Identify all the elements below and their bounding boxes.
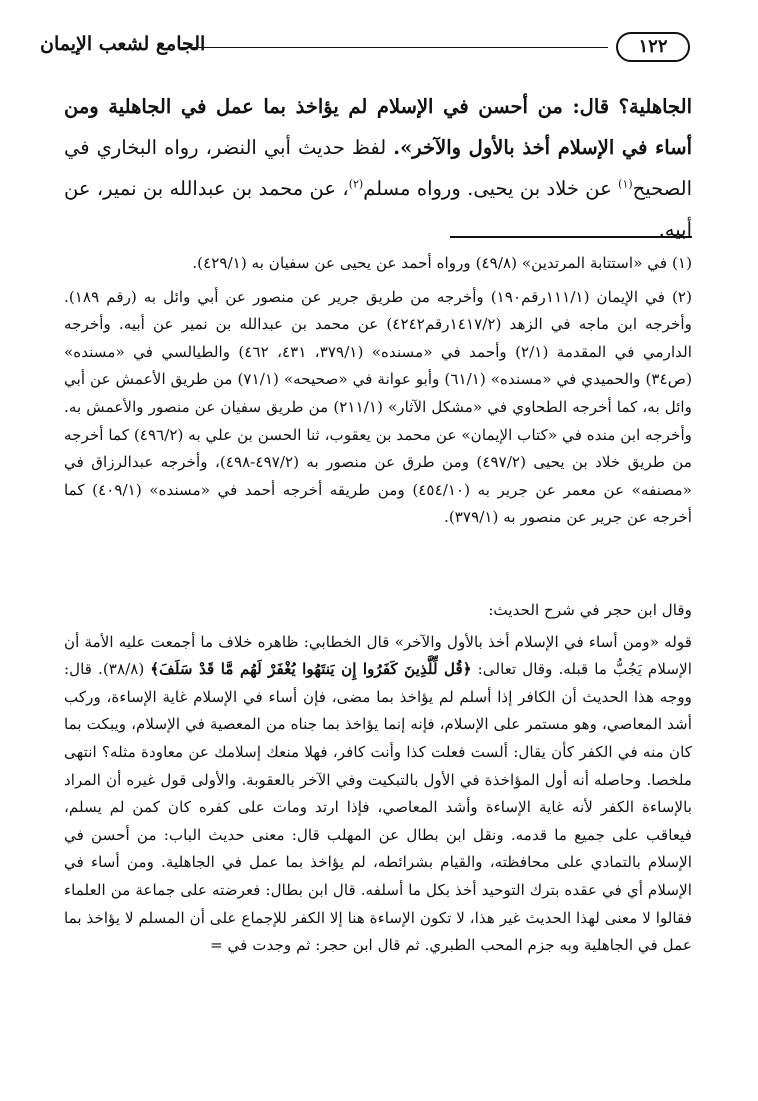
footnote-separator — [450, 236, 692, 238]
commentary — [64, 597, 692, 960]
footnote-ref-1[interactable]: (١) — [618, 177, 633, 191]
commentary-text-2: (٣٨/٨). قال: ووجه هذا الحديث أن الكافر إذا أسلم لم يؤاخذ بما مضى، فإن أساء في الإسلام غاية الإساءة، وركب أشد المعاصي، وهو مستمر على الإسلام، فإنه إنما يؤاخذ بما جناه من المعصية في الإسلام، ويبكت بما كان منه في الكفر كأن يقال: ألست فعلت كذا وأنت كافر، فهلا منعك إسلامك عن معاودة مثله؟ انتهى ملخصا. وحاصله أنه أول المؤاخذة في الأول بالتبكيت وفي الآخر بالعقوبة. والأولى قول غيره أن المراد بالإساءة الكفر لأنه غاية الإساءة وأشد المعاصي، فإذا ارتد ومات على كفره كان كمن لم يسلم، فيعاقب على جميع ما قدمه. ونقل ابن بطال عن المهلب قال: معنى حديث الباب: من أحسن في الإسلام بالتمادي على محافظته، والقيام بشرائطه، لم يؤاخذ بما عمل في الجاهلية. ومن أساء في الإسلام أي في عقده بترك التوحيد أخذ بكل ما أسلفه. قال ابن بطال: فعرضته على جماعة من العلماء فقالوا لا معنى لهذا الحديث غير هذا، لا تكون الإساءة هنا إلا الكفر للإجماع على أن المسلم لا يؤاخذ بما عمل في الجاهلية وبه جزم المحب الطبري. ثم قال ابن حجر: ثم وجدت في = — [64, 660, 692, 955]
page-number: ١٢٢ — [616, 32, 690, 62]
hadith-bold-text: الجاهلية؟ قال: من أحسن في الإسلام لم يؤاخذ بما عمل في الجاهلية ومن أساء في الإسلام أخذ بالأول والآخر». — [64, 95, 692, 159]
book-title: الجامع لشعب الإيمان — [40, 33, 206, 55]
main-text-part-3: ، عن محمد بن عبدالله بن نمير، عن أبيه. — [64, 177, 692, 241]
quran-verse: ﴿قُل لِّلَّذِينَ كَفَرُوا إِن يَنتَهُوا يُغْفَرْ لَهُم مَّا قَدْ سَلَفَ﴾ — [150, 660, 472, 679]
main-paragraph — [64, 86, 692, 250]
footnote-1: (١) في «استتابة المرتدين» (٤٩/٨) ورواه أحمد عن يحيى عن سفيان به (٤٢٩/١). — [192, 254, 692, 272]
main-text-part-1: لفظ حديث أبي النضر، رواه البخاري في الصحيح — [64, 136, 692, 200]
footnote-2: (٢) في الإيمان (١١١/١رقم١٩٠) وأخرجه من طريق جرير عن منصور عن أبي وائل به (رقم ١٨٩). وأخرجه ابن ماجه في الزهد (١٤١٧/٢رقم٤٢٤٢) عن محمد بن عبدالله بن نمير عن أبيه. وأخرجه الدارمي في المقدمة (٢/١) وأحمد في «مسنده» (٣٧٩/١، ٤٣١، ٤٦٢) والطيالسي في «مسنده» (ص٣٤) والحميدي في «مسنده» (٦١/١) وأبو عوانة في «صحيحه» (٧١/١) من طريق الأعمش عن أبي وائل به، كما أخرجه الطحاوي في «مشكل الآثار» (٢١١/١) من طريق سفيان عن منصور والأعمش به. وأخرجه ابن منده في «كتاب الإيمان» عن محمد بن يعقوب، ثنا الحسن بن علي به (٤٩٦/٢) كما أخرجه من طريق خلاد بن يحيى (٤٩٧/٢) ومن طرق عن منصور به (٤٩٧/٢-٤٩٨)، وأخرجه عبدالرزاق في «مصنفه» عن معمر عن جرير به (٤٥٤/١٠) ومن طريقه أخرجه أحمد في «مسنده» (٤٠٩/١) كما أخرجه عن جرير عن منصور به (٣٧٩/١). — [64, 287, 693, 527]
page-header — [40, 28, 690, 68]
footnote-ref-2[interactable]: (٢) — [348, 177, 364, 191]
header-rule — [180, 47, 608, 48]
commentary-text-1: قوله «ومن أساء في الإسلام أخذ بالأول والآخر» قال الخطابي: ظاهره خلاف ما أجمعت عليه الأمة أن الإسلام يَجُبُّ ما قبله. وقال تعالى: — [64, 632, 693, 679]
main-text — [64, 86, 692, 250]
commentary-intro: وقال ابن حجر في شرح الحديث: — [488, 601, 692, 619]
footnotes — [64, 250, 692, 538]
main-text-part-2: عن خلاد بن يحيى. ورواه مسلم — [363, 177, 619, 200]
commentary-body — [64, 629, 692, 960]
